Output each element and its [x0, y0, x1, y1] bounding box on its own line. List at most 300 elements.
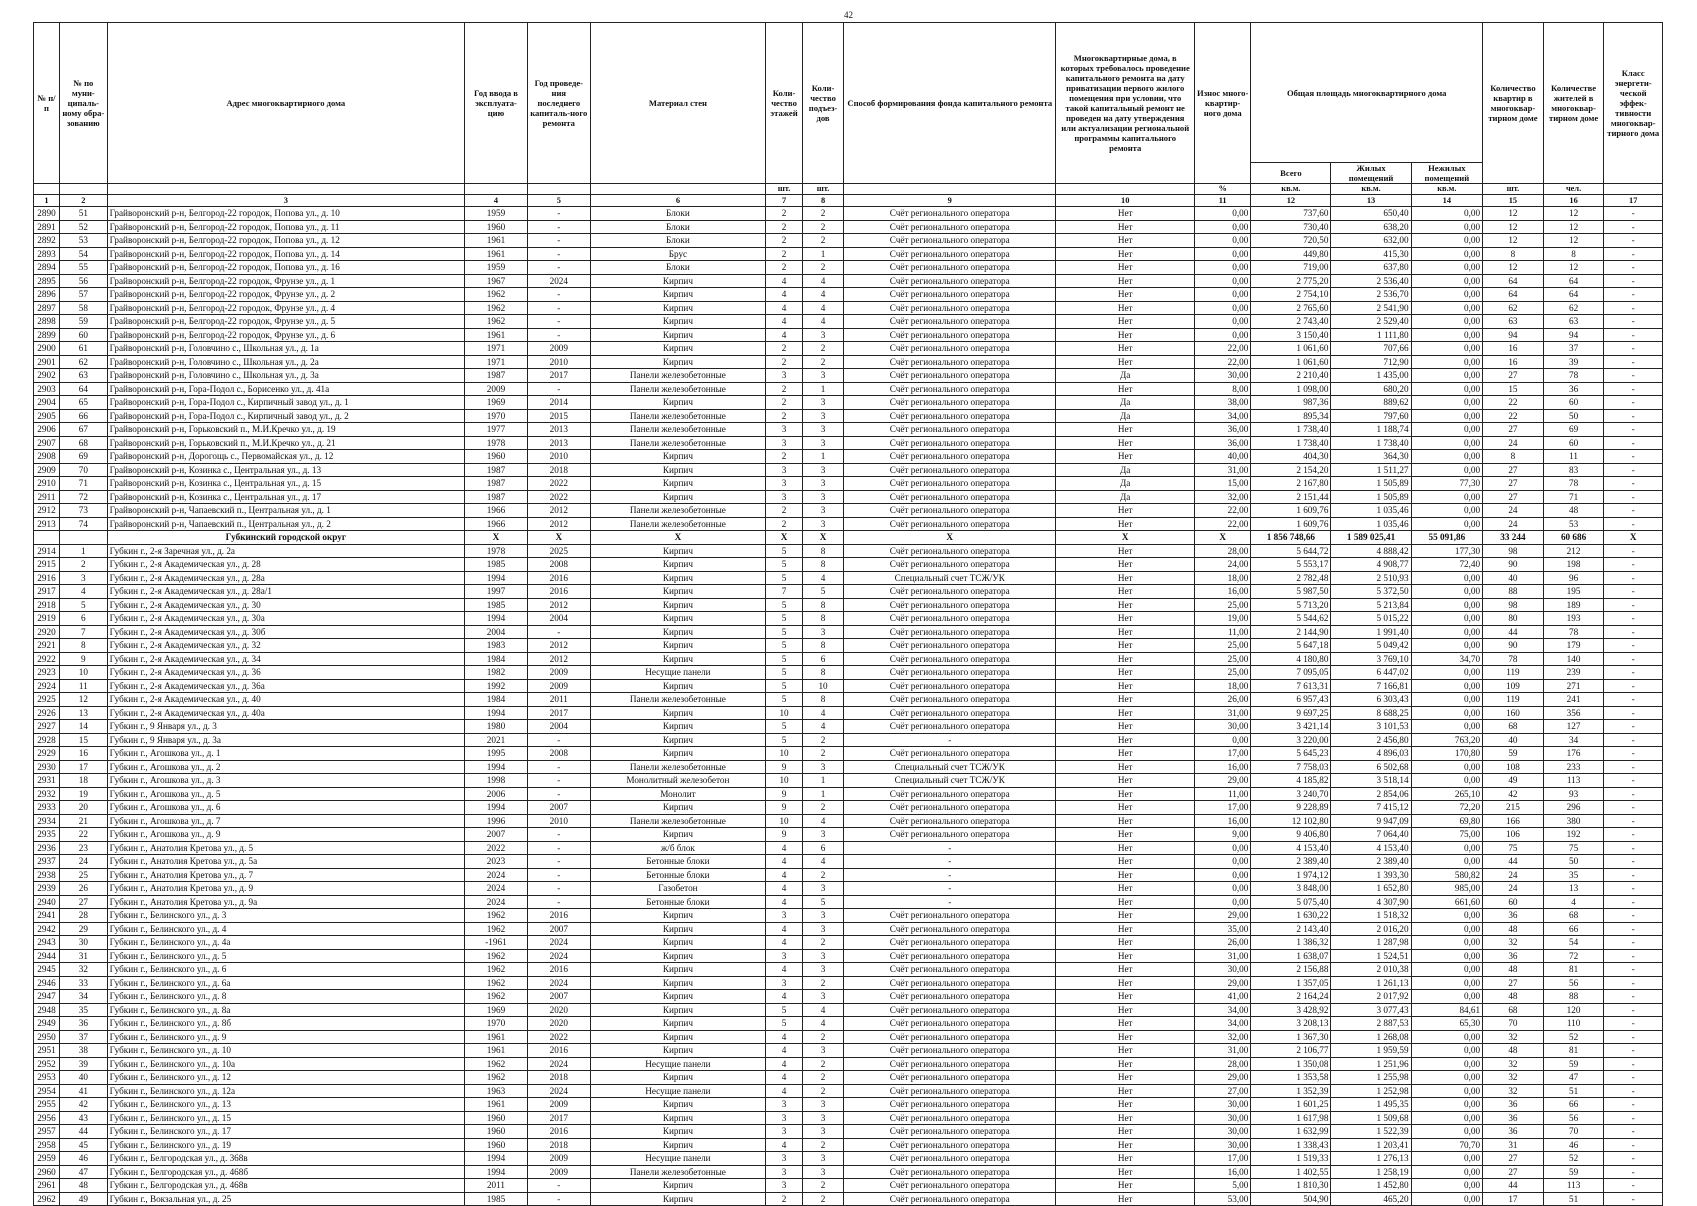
- apartments-count-cell: 15: [1483, 382, 1544, 396]
- group-cell: X: [590, 531, 765, 545]
- address-cell: Губкин г., 2-я Академическая ул., д. 30: [107, 598, 464, 612]
- wear-percent-cell: 30,00: [1195, 720, 1251, 734]
- municipal-number-cell: 54: [59, 247, 107, 261]
- municipal-number-cell: 21: [59, 814, 107, 828]
- year-built-cell: 2024: [465, 882, 528, 896]
- nonliving-area-cell: 0,00: [1411, 963, 1483, 977]
- year-repaired-cell: -: [527, 828, 590, 842]
- energy-class-cell: -: [1604, 882, 1663, 896]
- address-cell: Губкин г., Агошкова ул., д. 3: [107, 774, 464, 788]
- nonliving-area-cell: 0,00: [1411, 396, 1483, 410]
- total-area-cell: 9 406,80: [1251, 828, 1331, 842]
- wall-material-cell: Кирпич: [590, 463, 765, 477]
- year-repaired-cell: 2008: [527, 558, 590, 572]
- total-area-cell: 2 782,48: [1251, 571, 1331, 585]
- row-number-cell: 2898: [34, 315, 60, 329]
- nonliving-area-cell: 0,00: [1411, 220, 1483, 234]
- year-repaired-cell: -: [527, 733, 590, 747]
- wear-percent-cell: 15,00: [1195, 477, 1251, 491]
- nonliving-area-cell: 580,82: [1411, 868, 1483, 882]
- wear-percent-cell: 16,00: [1195, 760, 1251, 774]
- address-cell: Губкин г., Агошкова ул., д. 9: [107, 828, 464, 842]
- fund-method-cell: Счёт регионального оператора: [844, 450, 1056, 464]
- address-cell: Губкин г., Белинского ул., д. 12а: [107, 1084, 464, 1098]
- row-number-cell: 2956: [34, 1111, 60, 1125]
- group-cell: X: [1056, 531, 1195, 545]
- entrances-cell: 10: [802, 679, 843, 693]
- municipal-number-cell: 13: [59, 706, 107, 720]
- fund-method-cell: Счёт регионального оператора: [844, 477, 1056, 491]
- table-body-grayvoron: [34, 207, 1663, 531]
- total-area-cell: 449,80: [1251, 247, 1331, 261]
- repair-required-cell: Да: [1056, 369, 1195, 383]
- year-built-cell: 1978: [465, 436, 528, 450]
- energy-class-cell: -: [1604, 207, 1663, 221]
- wall-material-cell: Кирпич: [590, 1125, 765, 1139]
- wear-percent-cell: 0,00: [1195, 315, 1251, 329]
- repair-required-cell: Нет: [1056, 1111, 1195, 1125]
- energy-class-cell: -: [1604, 760, 1663, 774]
- municipal-number-cell: 52: [59, 220, 107, 234]
- apartments-count-cell: 88: [1483, 585, 1544, 599]
- total-area-cell: 1 519,33: [1251, 1152, 1331, 1166]
- wall-material-cell: Кирпич: [590, 342, 765, 356]
- header-c2: № по муни-ципаль-ному обра-зованию: [59, 23, 107, 184]
- table-row: [34, 288, 1663, 302]
- floors-cell: 5: [766, 666, 803, 680]
- wear-percent-cell: 32,00: [1195, 1030, 1251, 1044]
- apartments-count-cell: 27: [1483, 976, 1544, 990]
- row-number-cell: 2960: [34, 1165, 60, 1179]
- address-cell: Губкин г., 9 Января ул., д. 3а: [107, 733, 464, 747]
- repair-required-cell: Нет: [1056, 639, 1195, 653]
- address-cell: Грайворонский р-н, Белгород-22 городок, Попова ул., д. 14: [107, 247, 464, 261]
- total-area-cell: 4 153,40: [1251, 841, 1331, 855]
- living-area-cell: 1 738,40: [1331, 436, 1411, 450]
- address-cell: Губкин г., Белинского ул., д. 12: [107, 1071, 464, 1085]
- total-area-cell: 2 765,60: [1251, 301, 1331, 315]
- year-repaired-cell: 2016: [527, 963, 590, 977]
- municipal-number-cell: 4: [59, 585, 107, 599]
- total-area-cell: 12 102,80: [1251, 814, 1331, 828]
- fund-method-cell: Счёт регионального оператора: [844, 1111, 1056, 1125]
- wear-percent-cell: 34,00: [1195, 1017, 1251, 1031]
- address-cell: Грайворонский р-н, Горьковский п., М.И.Кречко ул., д. 21: [107, 436, 464, 450]
- wall-material-cell: Панели железобетонные: [590, 423, 765, 437]
- apartments-count-cell: 22: [1483, 409, 1544, 423]
- energy-class-cell: -: [1604, 382, 1663, 396]
- year-repaired-cell: -: [527, 855, 590, 869]
- row-number-cell: 2941: [34, 909, 60, 923]
- unit-cell: [465, 184, 528, 195]
- wear-percent-cell: 25,00: [1195, 666, 1251, 680]
- year-built-cell: 1962: [465, 288, 528, 302]
- entrances-cell: 2: [802, 936, 843, 950]
- energy-class-cell: -: [1604, 558, 1663, 572]
- row-number-cell: 2902: [34, 369, 60, 383]
- fund-method-cell: Счёт регионального оператора: [844, 787, 1056, 801]
- energy-class-cell: -: [1604, 463, 1663, 477]
- wall-material-cell: Кирпич: [590, 801, 765, 815]
- wall-material-cell: Панели железобетонные: [590, 369, 765, 383]
- group-total-residents: 60 686: [1543, 531, 1604, 545]
- fund-method-cell: Специальный счет ТСЖ/УК: [844, 774, 1056, 788]
- municipal-number-cell: 74: [59, 517, 107, 531]
- nonliving-area-cell: 0,00: [1411, 315, 1483, 329]
- address-cell: Губкин г., Анатолия Кретова ул., д. 5: [107, 841, 464, 855]
- floors-cell: 2: [766, 396, 803, 410]
- year-built-cell: 2004: [465, 625, 528, 639]
- wall-material-cell: Кирпич: [590, 1179, 765, 1193]
- table-row: [34, 733, 1663, 747]
- wear-percent-cell: 19,00: [1195, 612, 1251, 626]
- fund-method-cell: Счёт регионального оператора: [844, 288, 1056, 302]
- row-number-cell: 2903: [34, 382, 60, 396]
- entrances-cell: 8: [802, 666, 843, 680]
- energy-class-cell: -: [1604, 1111, 1663, 1125]
- repair-required-cell: Нет: [1056, 733, 1195, 747]
- floors-cell: 4: [766, 1071, 803, 1085]
- entrances-cell: 3: [802, 1125, 843, 1139]
- group-name: Губкинский городской округ: [107, 531, 464, 545]
- repair-required-cell: Нет: [1056, 841, 1195, 855]
- wall-material-cell: Кирпич: [590, 976, 765, 990]
- fund-method-cell: Счёт регионального оператора: [844, 1098, 1056, 1112]
- repair-required-cell: Нет: [1056, 787, 1195, 801]
- entrances-cell: 2: [802, 868, 843, 882]
- repair-required-cell: Нет: [1056, 990, 1195, 1004]
- address-cell: Грайворонский р-н, Белгород-22 городок, Фрунзе ул., д. 4: [107, 301, 464, 315]
- apartments-count-cell: 42: [1483, 787, 1544, 801]
- year-repaired-cell: -: [527, 868, 590, 882]
- table-row: [34, 976, 1663, 990]
- energy-class-cell: -: [1604, 342, 1663, 356]
- energy-class-cell: -: [1604, 909, 1663, 923]
- row-number-cell: 2913: [34, 517, 60, 531]
- entrances-cell: 1: [802, 774, 843, 788]
- nonliving-area-cell: 0,00: [1411, 409, 1483, 423]
- header-c1: № п/п: [34, 23, 60, 184]
- residents-count-cell: 51: [1543, 1192, 1604, 1206]
- wear-percent-cell: 26,00: [1195, 693, 1251, 707]
- living-area-cell: 2 510,93: [1331, 571, 1411, 585]
- group-total-area: 1 856 748,66: [1251, 531, 1331, 545]
- wear-percent-cell: 17,00: [1195, 1152, 1251, 1166]
- year-repaired-cell: 2016: [527, 571, 590, 585]
- floors-cell: 9: [766, 787, 803, 801]
- floors-cell: 5: [766, 625, 803, 639]
- wall-material-cell: Кирпич: [590, 328, 765, 342]
- wear-percent-cell: 0,00: [1195, 855, 1251, 869]
- wear-percent-cell: 30,00: [1195, 963, 1251, 977]
- residents-count-cell: 88: [1543, 990, 1604, 1004]
- entrances-cell: 8: [802, 639, 843, 653]
- floors-cell: 3: [766, 1179, 803, 1193]
- residents-count-cell: 83: [1543, 463, 1604, 477]
- unit-cell: [1604, 184, 1663, 195]
- apartments-count-cell: 36: [1483, 1111, 1544, 1125]
- fund-method-cell: Счёт регионального оператора: [844, 261, 1056, 275]
- fund-method-cell: Счёт регионального оператора: [844, 301, 1056, 315]
- living-area-cell: 7 415,12: [1331, 801, 1411, 815]
- energy-class-cell: -: [1604, 814, 1663, 828]
- wall-material-cell: Кирпич: [590, 450, 765, 464]
- total-area-cell: 1 386,32: [1251, 936, 1331, 950]
- floors-cell: 3: [766, 949, 803, 963]
- address-cell: Грайворонский р-н, Головчино с., Школьная ул., д. 3а: [107, 369, 464, 383]
- group-cell: X: [1195, 531, 1251, 545]
- nonliving-area-cell: 661,60: [1411, 895, 1483, 909]
- address-cell: Губкин г., Агошкова ул., д. 2: [107, 760, 464, 774]
- year-built-cell: 1994: [465, 612, 528, 626]
- energy-class-cell: -: [1604, 274, 1663, 288]
- municipal-number-cell: 44: [59, 1125, 107, 1139]
- repair-required-cell: Нет: [1056, 1084, 1195, 1098]
- entrances-cell: 2: [802, 220, 843, 234]
- address-cell: Губкин г., Анатолия Кретова ул., д. 7: [107, 868, 464, 882]
- repair-required-cell: Нет: [1056, 963, 1195, 977]
- living-area-cell: 7 064,40: [1331, 828, 1411, 842]
- group-cell: X: [1604, 531, 1663, 545]
- year-repaired-cell: 2024: [527, 976, 590, 990]
- year-repaired-cell: 2011: [527, 693, 590, 707]
- address-cell: Грайворонский р-н, Головчино с., Школьная ул., д. 2а: [107, 355, 464, 369]
- row-number-cell: 2915: [34, 558, 60, 572]
- municipal-number-cell: 37: [59, 1030, 107, 1044]
- address-cell: Губкин г., 9 Января ул., д. 3: [107, 720, 464, 734]
- unit-cell: кв.м.: [1411, 184, 1483, 195]
- municipal-number-cell: 1: [59, 544, 107, 558]
- apartments-count-cell: 27: [1483, 477, 1544, 491]
- fund-method-cell: Счёт регионального оператора: [844, 234, 1056, 248]
- apartments-count-cell: 160: [1483, 706, 1544, 720]
- apartments-count-cell: 32: [1483, 1030, 1544, 1044]
- living-area-cell: 1 393,30: [1331, 868, 1411, 882]
- municipal-number-cell: 70: [59, 463, 107, 477]
- nonliving-area-cell: 0,00: [1411, 1044, 1483, 1058]
- table-row: [34, 936, 1663, 950]
- apartments-count-cell: 62: [1483, 301, 1544, 315]
- entrances-cell: 3: [802, 396, 843, 410]
- year-repaired-cell: -: [527, 234, 590, 248]
- municipal-number-cell: 53: [59, 234, 107, 248]
- wall-material-cell: Бетонные блоки: [590, 855, 765, 869]
- year-repaired-cell: 2014: [527, 396, 590, 410]
- row-number-cell: 2918: [34, 598, 60, 612]
- apartments-count-cell: 90: [1483, 639, 1544, 653]
- year-built-cell: 1960: [465, 1111, 528, 1125]
- floors-cell: 4: [766, 301, 803, 315]
- year-built-cell: 1963: [465, 1084, 528, 1098]
- unit-cell: [590, 184, 765, 195]
- col-number: 6: [590, 195, 765, 207]
- apartments-count-cell: 98: [1483, 598, 1544, 612]
- municipal-number-cell: 27: [59, 895, 107, 909]
- address-cell: Губкин г., Агошкова ул., д. 7: [107, 814, 464, 828]
- floors-cell: 5: [766, 1003, 803, 1017]
- energy-class-cell: -: [1604, 1179, 1663, 1193]
- floors-cell: 4: [766, 868, 803, 882]
- table-row: [34, 706, 1663, 720]
- address-cell: Губкин г., Белгородская ул., д. 468в: [107, 1179, 464, 1193]
- row-number-cell: 2891: [34, 220, 60, 234]
- row-number-cell: 2905: [34, 409, 60, 423]
- wall-material-cell: Кирпич: [590, 1003, 765, 1017]
- residents-count-cell: 81: [1543, 1044, 1604, 1058]
- total-area-cell: 5 713,20: [1251, 598, 1331, 612]
- wear-percent-cell: 0,00: [1195, 220, 1251, 234]
- table-row: [34, 963, 1663, 977]
- nonliving-area-cell: 0,00: [1411, 990, 1483, 1004]
- year-repaired-cell: 2010: [527, 450, 590, 464]
- repair-required-cell: Нет: [1056, 301, 1195, 315]
- energy-class-cell: -: [1604, 855, 1663, 869]
- page-number: 42: [844, 10, 853, 20]
- apartments-count-cell: 106: [1483, 828, 1544, 842]
- address-cell: Губкин г., Белинского ул., д. 5: [107, 949, 464, 963]
- nonliving-area-cell: 0,00: [1411, 679, 1483, 693]
- nonliving-area-cell: 0,00: [1411, 369, 1483, 383]
- residents-count-cell: 64: [1543, 274, 1604, 288]
- apartments-count-cell: 16: [1483, 355, 1544, 369]
- wear-percent-cell: 30,00: [1195, 369, 1251, 383]
- year-repaired-cell: 2013: [527, 423, 590, 437]
- living-area-cell: 1 111,80: [1331, 328, 1411, 342]
- year-repaired-cell: 2012: [527, 652, 590, 666]
- year-repaired-cell: -: [527, 220, 590, 234]
- wall-material-cell: Кирпич: [590, 1138, 765, 1152]
- nonliving-area-cell: 0,00: [1411, 666, 1483, 680]
- apartments-count-cell: 36: [1483, 909, 1544, 923]
- municipal-number-cell: 69: [59, 450, 107, 464]
- repair-required-cell: Нет: [1056, 207, 1195, 221]
- total-area-cell: 2 106,77: [1251, 1044, 1331, 1058]
- energy-class-cell: -: [1604, 625, 1663, 639]
- residents-count-cell: 75: [1543, 841, 1604, 855]
- year-built-cell: 1962: [465, 1071, 528, 1085]
- municipal-number-cell: 45: [59, 1138, 107, 1152]
- table-row: [34, 909, 1663, 923]
- residents-count-cell: 179: [1543, 639, 1604, 653]
- fund-method-cell: Специальный счет ТСЖ/УК: [844, 760, 1056, 774]
- fund-method-cell: Счёт регионального оператора: [844, 814, 1056, 828]
- nonliving-area-cell: 0,00: [1411, 1030, 1483, 1044]
- municipal-number-cell: 30: [59, 936, 107, 950]
- fund-method-cell: Счёт регионального оператора: [844, 558, 1056, 572]
- apartments-count-cell: 63: [1483, 315, 1544, 329]
- residents-count-cell: 35: [1543, 868, 1604, 882]
- residents-count-cell: 51: [1543, 1084, 1604, 1098]
- apartments-count-cell: 12: [1483, 261, 1544, 275]
- wear-percent-cell: 0,00: [1195, 895, 1251, 909]
- row-number-cell: 2957: [34, 1125, 60, 1139]
- year-built-cell: 1994: [465, 760, 528, 774]
- address-cell: Губкин г., Белинского ул., д. 6а: [107, 976, 464, 990]
- fund-method-cell: Счёт регионального оператора: [844, 625, 1056, 639]
- residents-count-cell: 59: [1543, 1057, 1604, 1071]
- floors-cell: 2: [766, 234, 803, 248]
- repair-required-cell: Нет: [1056, 1057, 1195, 1071]
- fund-method-cell: Счёт регионального оператора: [844, 828, 1056, 842]
- wall-material-cell: Кирпич: [590, 1017, 765, 1031]
- residents-count-cell: 66: [1543, 922, 1604, 936]
- table-row: [34, 571, 1663, 585]
- apartments-count-cell: 27: [1483, 490, 1544, 504]
- year-built-cell: 1985: [465, 1192, 528, 1206]
- repair-required-cell: Нет: [1056, 1044, 1195, 1058]
- floors-cell: 5: [766, 693, 803, 707]
- entrances-cell: 3: [802, 760, 843, 774]
- municipal-number-cell: 51: [59, 207, 107, 221]
- wear-percent-cell: 16,00: [1195, 814, 1251, 828]
- apartments-count-cell: 32: [1483, 1084, 1544, 1098]
- municipal-number-cell: 63: [59, 369, 107, 383]
- nonliving-area-cell: 0,00: [1411, 774, 1483, 788]
- energy-class-cell: -: [1604, 868, 1663, 882]
- floors-cell: 4: [766, 841, 803, 855]
- nonliving-area-cell: 0,00: [1411, 585, 1483, 599]
- row-number-cell: 2962: [34, 1192, 60, 1206]
- floors-cell: 10: [766, 706, 803, 720]
- repair-required-cell: Да: [1056, 490, 1195, 504]
- table-row: [34, 693, 1663, 707]
- nonliving-area-cell: 0,00: [1411, 288, 1483, 302]
- floors-cell: 5: [766, 720, 803, 734]
- living-area-cell: 2 456,80: [1331, 733, 1411, 747]
- total-area-cell: 9 228,89: [1251, 801, 1331, 815]
- year-built-cell: 1962: [465, 963, 528, 977]
- energy-class-cell: -: [1604, 220, 1663, 234]
- unit-cell: шт.: [1483, 184, 1544, 195]
- table-row: [34, 1111, 1663, 1125]
- entrances-cell: 4: [802, 855, 843, 869]
- table-row: [34, 1179, 1663, 1193]
- total-area-cell: 3 421,14: [1251, 720, 1331, 734]
- year-repaired-cell: 2018: [527, 1071, 590, 1085]
- repair-required-cell: Нет: [1056, 706, 1195, 720]
- municipal-number-cell: 9: [59, 652, 107, 666]
- municipal-number-cell: 72: [59, 490, 107, 504]
- row-number-cell: 2924: [34, 679, 60, 693]
- wall-material-cell: Кирпич: [590, 288, 765, 302]
- row-number-cell: 2894: [34, 261, 60, 275]
- total-area-cell: 1 738,40: [1251, 423, 1331, 437]
- fund-method-cell: -: [844, 868, 1056, 882]
- wear-percent-cell: 27,00: [1195, 1084, 1251, 1098]
- energy-class-cell: -: [1604, 652, 1663, 666]
- residents-count-cell: 59: [1543, 1165, 1604, 1179]
- address-cell: Губкин г., Белинского ул., д. 8б: [107, 1017, 464, 1031]
- floors-cell: 2: [766, 247, 803, 261]
- energy-class-cell: -: [1604, 450, 1663, 464]
- wall-material-cell: Кирпич: [590, 477, 765, 491]
- row-number-cell: 2931: [34, 774, 60, 788]
- energy-class-cell: -: [1604, 787, 1663, 801]
- wall-material-cell: Кирпич: [590, 1192, 765, 1206]
- living-area-cell: 1 511,27: [1331, 463, 1411, 477]
- wear-percent-cell: 34,00: [1195, 409, 1251, 423]
- floors-cell: 3: [766, 490, 803, 504]
- apartments-count-cell: 64: [1483, 274, 1544, 288]
- nonliving-area-cell: 34,70: [1411, 652, 1483, 666]
- wall-material-cell: Несущие панели: [590, 1084, 765, 1098]
- energy-class-cell: -: [1604, 1138, 1663, 1152]
- municipal-number-cell: 43: [59, 1111, 107, 1125]
- row-number-cell: 2917: [34, 585, 60, 599]
- table-row: [34, 882, 1663, 896]
- total-area-cell: 3 150,40: [1251, 328, 1331, 342]
- entrances-cell: 2: [802, 1071, 843, 1085]
